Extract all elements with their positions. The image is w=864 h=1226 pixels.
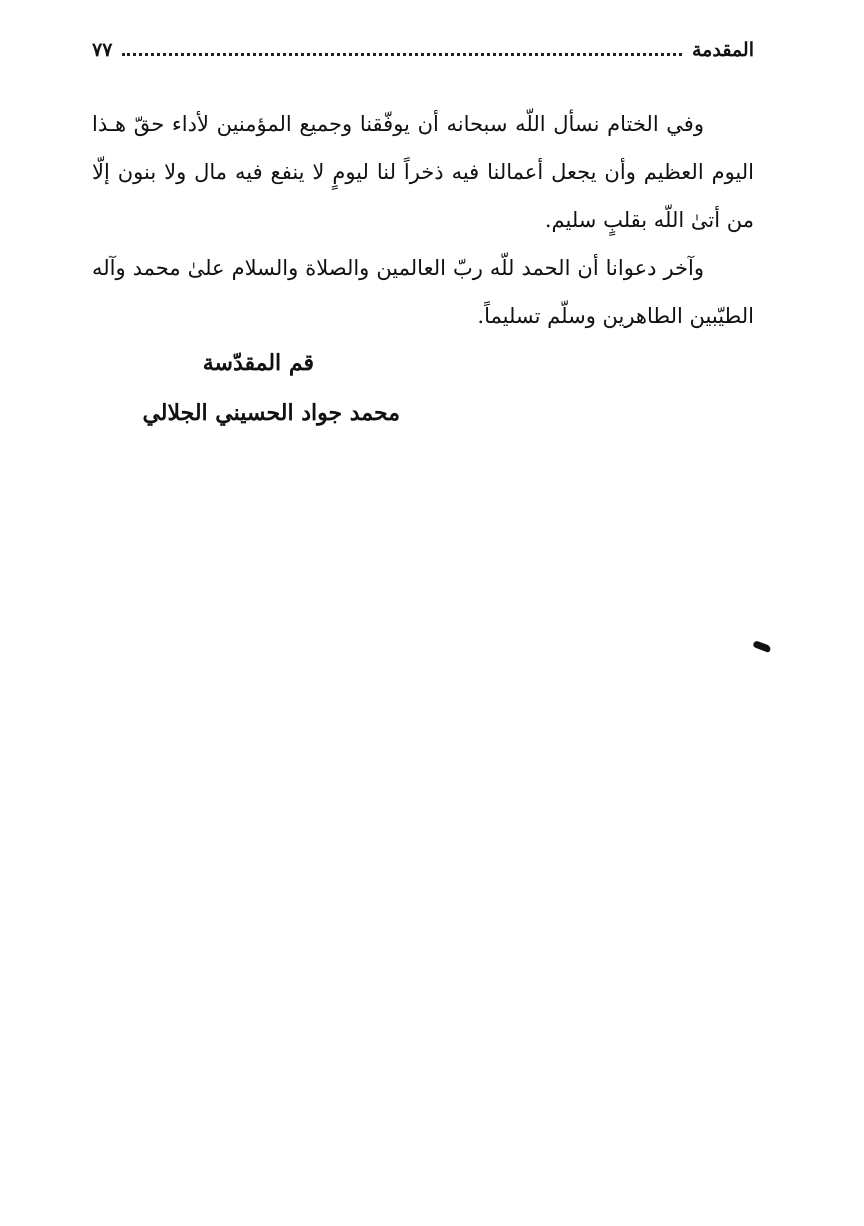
page-number: ٧٧ [92,39,113,61]
dot-leader [122,52,682,56]
chapter-title: المقدمة [691,39,754,61]
signature-author: محمد جواد الحسيني الجلالي [142,400,400,426]
ink-mark [752,640,771,653]
signature-block [100,338,400,438]
closing-paragraph: وفي الختام نسأل اللّه سبحانه أن يوفّقنا وجميع المؤمنين لأداء حقّ هـذا اليوم العظيم وأن يجعل أعمالنا فيه ذخراً لنا ليومٍ لا ينفع فيه مال ولا بنون إلّا من أتىٰ اللّه بقلبٍ سليم. [92,112,754,232]
running-header [92,28,754,60]
signature-place: قم المقدّسة [202,350,314,376]
body-text [92,100,754,340]
final-prayer-paragraph: وآخر دعوانا أن الحمد للّه ربّ العالمين والصلاة والسلام علىٰ محمد وآله الطيّبين الطاهرين وسلّم تسليماً. [92,256,754,328]
